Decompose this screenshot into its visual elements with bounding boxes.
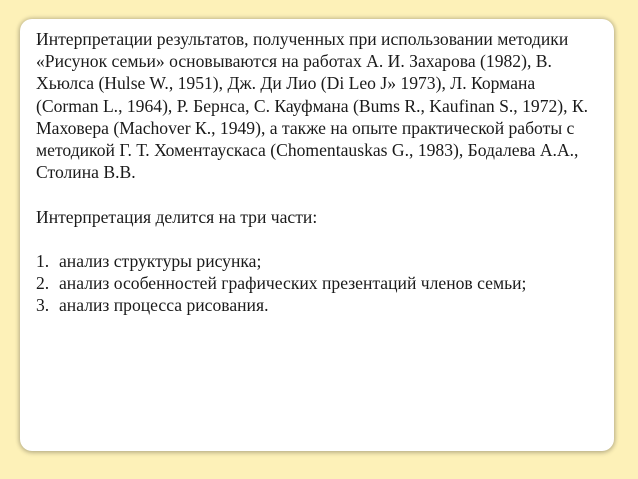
list-item-number: 1. xyxy=(36,251,50,271)
list-item xyxy=(36,272,600,294)
list-item-number: 2. xyxy=(36,273,50,294)
list-item-text: анализ процесса рисования. xyxy=(59,295,269,316)
list-item-text: анализ структуры рисунка; xyxy=(59,251,262,271)
intro-paragraph: Интерпретации результатов, полученных при использовании методики «Рисунок семьи» основываются на работах А. И. Захарова (1982), В. Хьюлса (Hulse W., 1951), Дж. Ди Лио (Di Leo J» 1973), Л. Кормана (Corman L., 1964), Р. Бернса, С. Кауфмана (Bums R., Kaufinan S., 1972), К. Маховера (Machover К., 1949), а также на опыте практической работы с методикой Г. Т. Хоментаускаса (Chomentauskas G., 1983), Бодалева А.А., Столина В.В. xyxy=(36,29,589,183)
interpretation-parts-list xyxy=(36,250,600,317)
list-item xyxy=(36,294,600,316)
list-item-text: анализ особенностей графических презентаций членов семьи; xyxy=(59,273,527,294)
list-item-number: 3. xyxy=(36,295,50,316)
slide-content xyxy=(36,28,600,317)
list-item xyxy=(36,250,600,272)
parts-heading: Интерпретация делится на три части: xyxy=(36,206,318,227)
